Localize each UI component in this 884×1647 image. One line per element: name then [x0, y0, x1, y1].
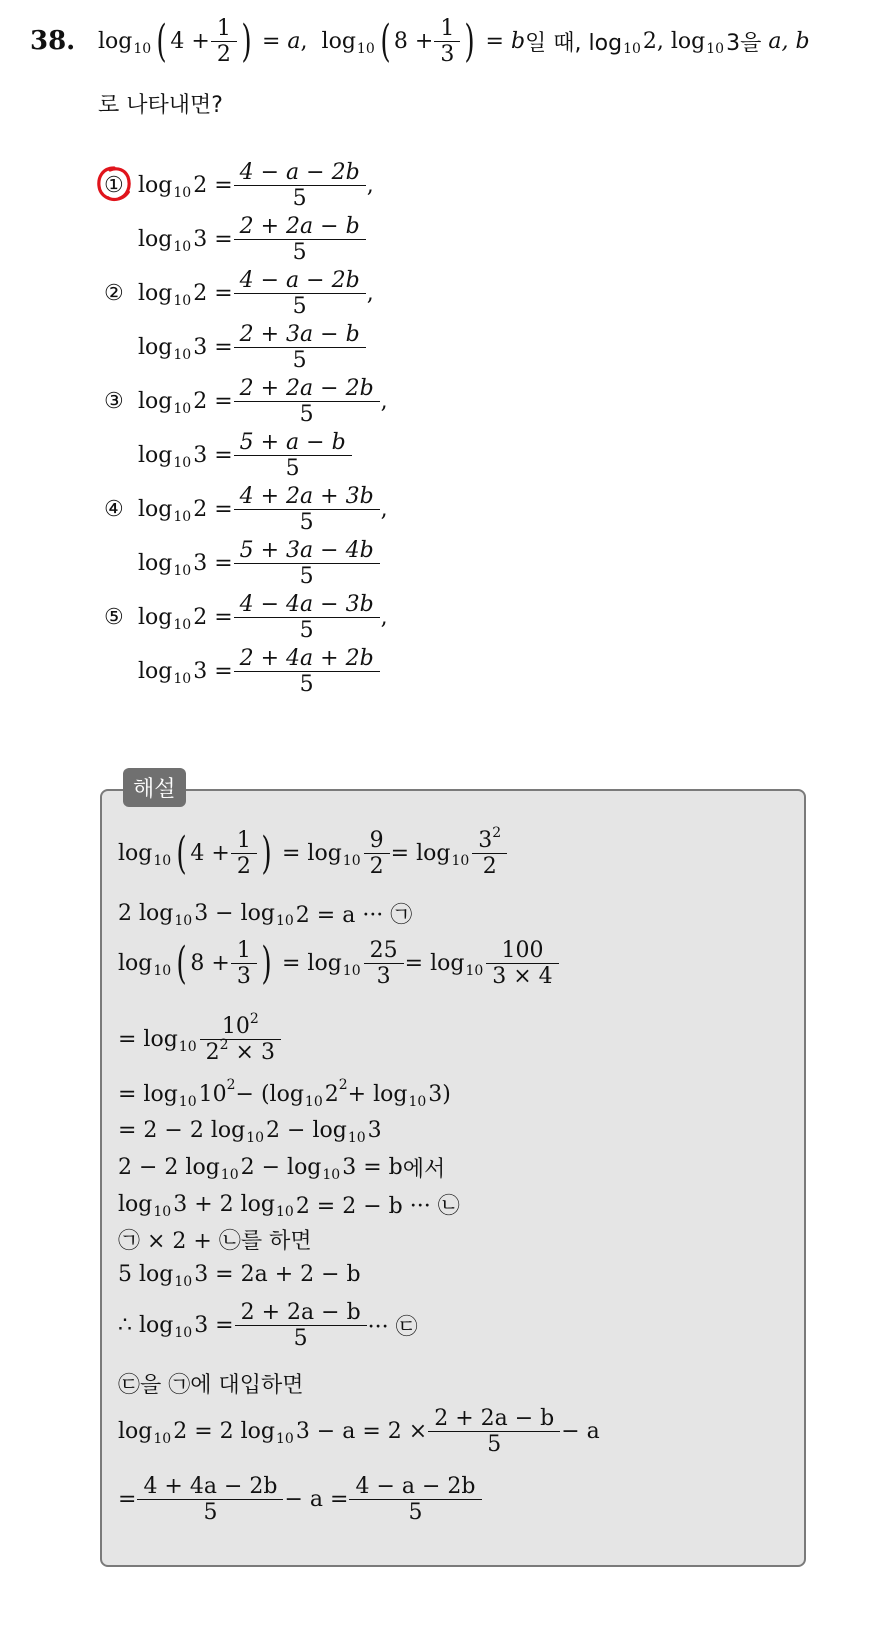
text: 를 하면 [240, 1229, 312, 1254]
equals-sign: = [214, 173, 233, 198]
choice-number: ① [104, 173, 124, 198]
fraction [237, 592, 377, 643]
log-arg: 2 [193, 497, 208, 522]
fraction [238, 1300, 364, 1351]
log-text: log [118, 841, 153, 866]
plus-sign: + [211, 951, 230, 976]
log-base: 10 [275, 912, 294, 929]
choice-number: ③ [104, 389, 124, 414]
solution-line-3 [118, 938, 560, 989]
solution-line-7 [118, 1152, 445, 1183]
log-base: 10 [174, 1273, 193, 1290]
solution-line-4 [118, 1011, 282, 1065]
paren-close: ) [261, 937, 272, 989]
solution-line-5 [118, 1076, 451, 1110]
inner-value: 4 [190, 841, 205, 866]
times-three: × 3 [228, 1040, 275, 1065]
equals-sign: = [281, 951, 301, 976]
solution-line-8 [118, 1189, 460, 1220]
log-arg: 2 [193, 605, 208, 630]
eq1-inner: 4 [170, 29, 185, 54]
choice-3-log3-row[interactable] [138, 430, 353, 481]
numerator: 5 + a − b [239, 430, 346, 455]
text: 2 = 2 log [173, 1419, 275, 1444]
stem-tail: 일 때, log [525, 31, 623, 56]
numerator: 4 + 4a − 2b [143, 1474, 278, 1499]
text: 5 log [118, 1262, 174, 1287]
solution-line-9 [118, 1224, 312, 1255]
denominator: 2 [472, 853, 507, 879]
numerator: 4 − a − 2b [239, 160, 360, 185]
eq1-result: a [287, 29, 301, 54]
fraction [237, 484, 377, 535]
numerator: 1 [236, 938, 251, 963]
log-base: 10 [220, 1166, 239, 1183]
paren-open: ( [380, 15, 391, 67]
paren-close: ) [241, 15, 252, 67]
log-base: 10 [356, 40, 375, 57]
log-text: log [138, 497, 173, 522]
numerator: 2 + 2a − 2b [239, 376, 374, 401]
paren-open: ( [156, 15, 167, 67]
log-base: 10 [173, 238, 192, 255]
inner-value: 8 [190, 951, 205, 976]
numerator: 2 + 3a − b [239, 322, 360, 347]
fraction [214, 16, 234, 67]
log-text: log [138, 227, 173, 252]
denominator: 2 [364, 853, 390, 879]
log-base: 10 [178, 1038, 197, 1055]
log-text: log [430, 951, 465, 976]
fraction [431, 1406, 557, 1457]
fraction [367, 938, 401, 989]
equals-sign: = [214, 497, 233, 522]
paren-open: ( [176, 827, 187, 879]
fraction [237, 646, 377, 697]
text: log [118, 1192, 153, 1217]
equals-sign: = [214, 659, 233, 684]
log-arg: 3 [193, 443, 208, 468]
solution-line-13 [118, 1406, 600, 1457]
choice-5-log3-row[interactable] [138, 646, 381, 697]
exponent: 2 [249, 1011, 259, 1027]
denominator: 5 [234, 455, 352, 481]
choice-3-log2-row[interactable]: ③ log 10 2 = $\frac{2 + 2a - 2b}{5}$ , [104, 376, 388, 427]
numerator [219, 1011, 262, 1039]
log-text: log [98, 29, 133, 54]
denominator: 5 [234, 509, 380, 535]
denominator: 2 [211, 41, 237, 67]
text: − a = [284, 1487, 349, 1512]
denominator: 5 [234, 563, 380, 589]
choice-number: ② [104, 281, 124, 306]
text: 3 = 2a + 2 − b [194, 1262, 361, 1287]
numerator: 1 [216, 16, 231, 41]
fraction [237, 160, 363, 211]
solution-line-14 [118, 1474, 483, 1525]
fraction [489, 938, 555, 989]
equals-sign: = [214, 605, 233, 630]
numerator [475, 825, 504, 853]
equals-sign: = [214, 551, 233, 576]
numerator: 4 − a − 2b [239, 268, 360, 293]
log-base: 10 [174, 1324, 193, 1341]
text: ㉠ × 2 + ㉡ [118, 1229, 241, 1254]
log-arg: 2 [193, 389, 208, 414]
text: 2 log [118, 901, 174, 926]
text: 10 [198, 1082, 227, 1107]
question-stem-line1: log 10 ( 4 + $\frac{1}{2}$ ) = a , log 10 ( 8 + $\frac{1}{3}$ ) = b 일 때, log 10 2, log 10 3을 a, b [98, 15, 810, 67]
log-arg: 3 [193, 335, 208, 360]
fraction [237, 376, 377, 427]
equals-sign: = [214, 281, 233, 306]
text: − (log [235, 1082, 304, 1107]
log-text: log [416, 841, 451, 866]
solution-line-11 [118, 1300, 418, 1351]
text: + log [347, 1082, 408, 1107]
fraction [234, 938, 254, 989]
denominator: 5 [234, 347, 366, 373]
log-base: 10 [178, 1093, 197, 1110]
denominator: 5 [234, 239, 366, 265]
text: = 2 − 2 log [118, 1118, 246, 1143]
base-three: 3 [478, 828, 493, 853]
log-text: log [138, 659, 173, 684]
fraction [203, 1011, 278, 1065]
plus-sign: + [211, 841, 230, 866]
equals-sign: = [485, 29, 504, 54]
log-base: 10 [173, 670, 192, 687]
text: 2 − log [240, 1155, 322, 1180]
log-text: log [138, 335, 173, 360]
denominator: 3 [231, 963, 257, 989]
equals-sign: = [281, 841, 301, 866]
fraction [475, 825, 504, 879]
text: 3 − log [194, 901, 275, 926]
stem-tail-2: 2, log [642, 29, 706, 54]
log-base: 10 [173, 508, 192, 525]
log-text: log [138, 173, 173, 198]
stem-tail-3: 3을 [726, 31, 762, 56]
fraction [140, 1474, 280, 1525]
paren-close: ) [261, 827, 272, 879]
denominator: 2 [231, 853, 257, 879]
text: − a [561, 1419, 600, 1444]
text: 2 − log [266, 1118, 347, 1143]
log-text: log [138, 281, 173, 306]
log-text: log [321, 29, 356, 54]
denominator: 5 [235, 1325, 367, 1351]
denominator: 5 [428, 1431, 560, 1457]
choice-1-log2-row[interactable]: ① log 10 2 = $\frac{4 - a - 2b}{5}$ , [104, 160, 374, 211]
numerator: 2 + 2a − b [240, 1300, 361, 1325]
log-text: log [138, 443, 173, 468]
paren-close: ) [464, 15, 476, 67]
numerator: 4 − a − 2b [355, 1474, 476, 1499]
fraction [237, 268, 363, 319]
log-base: 10 [133, 40, 152, 57]
log-base: 10 [465, 962, 484, 979]
equals-sign: = [261, 29, 281, 54]
log-text: log [138, 551, 173, 576]
solution-line-6 [118, 1118, 382, 1146]
equals-sign: = [214, 389, 233, 414]
log-base: 10 [347, 1129, 366, 1146]
text: 3) [428, 1082, 451, 1107]
log-text: log [138, 605, 173, 630]
exponent: 2 [338, 1076, 348, 1093]
base-two: 2 [205, 1040, 220, 1065]
eq2-inner: 8 [393, 29, 408, 54]
denominator: 5 [349, 1499, 481, 1525]
text: ∴ log [118, 1313, 174, 1338]
denominator: 5 [234, 617, 380, 643]
question-stem-line2: 로 나타내면? [98, 93, 223, 118]
choice-1-log3-row[interactable] [138, 214, 367, 265]
choice-2-log3-row[interactable] [138, 322, 367, 373]
text: 3 = b [342, 1155, 403, 1180]
log-base: 10 [173, 616, 192, 633]
log-base: 10 [173, 292, 192, 309]
log-text: log [307, 841, 342, 866]
numerator: 1 [440, 16, 455, 41]
choice-4-log3-row[interactable] [138, 538, 381, 589]
numerator: 2 + 4a + 2b [239, 646, 374, 671]
text: 3 − a = 2 × [295, 1419, 428, 1444]
equals-sign: = [390, 841, 410, 866]
choice-5-log2-row[interactable]: ⑤ log 10 2 = $\frac{4 - 4a - 3b}{5}$ , [104, 592, 388, 643]
log-arg: 3 [193, 659, 208, 684]
exponent: 2 [226, 1076, 236, 1093]
solution-line-12: ㉢을 ㉠에 대입하면 [118, 1373, 304, 1398]
denominator: 5 [137, 1499, 283, 1525]
exponent: 2 [219, 1037, 229, 1053]
text: 2 = a ··· ㉠ [295, 903, 413, 928]
stem-vars: a, b [768, 29, 810, 54]
log-base: 10 [451, 852, 470, 869]
solution-line-2 [118, 898, 412, 929]
log-base: 10 [153, 852, 172, 869]
plus-sign: + [414, 29, 434, 54]
denominator: 5 [234, 185, 366, 211]
numerator: 2 + 2a − b [434, 1406, 555, 1431]
solution-line-10 [118, 1262, 361, 1290]
text: 2 − 2 log [118, 1155, 220, 1180]
log-base: 10 [153, 962, 172, 979]
text: 3 + 2 log [173, 1192, 275, 1217]
paren-open: ( [176, 937, 187, 989]
exponent: 2 [492, 825, 502, 841]
log-base: 10 [173, 562, 192, 579]
log-base: 10 [275, 1430, 294, 1447]
fraction [237, 214, 363, 265]
log-base: 10 [153, 1430, 172, 1447]
log-base: 10 [246, 1129, 265, 1146]
fraction [237, 538, 377, 589]
choice-4-log2-row[interactable]: ④ log 10 2 = $\frac{4 + 2a + 3b}{5}$ , [104, 484, 388, 535]
text: log [118, 1419, 153, 1444]
log-base: 10 [153, 1203, 172, 1220]
text: = log [118, 1027, 178, 1052]
log-base: 10 [623, 40, 641, 57]
numerator: 2 + 2a − b [239, 214, 360, 239]
equals-sign: = [404, 951, 424, 976]
fraction [234, 828, 254, 879]
numerator: 9 [369, 828, 384, 853]
log-base: 10 [706, 40, 725, 57]
equals-sign: = [118, 1487, 137, 1512]
text: 2 [324, 1082, 339, 1107]
fraction [352, 1474, 478, 1525]
numerator: 100 [501, 938, 544, 963]
log-base: 10 [173, 184, 192, 201]
equals-sign: = [214, 335, 233, 360]
choice-2-log2-row[interactable]: ② log 10 2 = $\frac{4 - a - 2b}{5}$ , [104, 268, 374, 319]
denominator: 3 × 4 [486, 963, 558, 989]
log-arg: 3 [193, 551, 208, 576]
text: 3 [367, 1118, 382, 1143]
log-base: 10 [174, 912, 193, 929]
log-base: 10 [304, 1093, 323, 1110]
fraction [237, 430, 349, 481]
numerator: 25 [369, 938, 398, 963]
log-base: 10 [408, 1093, 427, 1110]
log-base: 10 [342, 962, 361, 979]
numerator: 1 [236, 828, 251, 853]
equals-sign: = [214, 443, 233, 468]
fraction [437, 16, 457, 67]
numerator: 4 − 4a − 3b [239, 592, 374, 617]
log-base: 10 [173, 454, 192, 471]
choice-number: ④ [104, 497, 124, 522]
fraction [237, 322, 363, 373]
solution-tag: 해설 [123, 768, 186, 807]
log-arg: 2 [193, 281, 208, 306]
question-number: 38. [30, 26, 76, 56]
log-text: log [138, 389, 173, 414]
log-base: 10 [173, 346, 192, 363]
denominator: 5 [234, 671, 380, 697]
text: = log [118, 1082, 178, 1107]
denominator: 5 [234, 293, 366, 319]
log-text: log [118, 951, 153, 976]
log-arg: 2 [193, 173, 208, 198]
text: ··· ㉢ [367, 1315, 418, 1340]
text: 에서 [402, 1157, 446, 1182]
denominator: 5 [234, 401, 380, 427]
log-base: 10 [173, 400, 192, 417]
denominator: 3 [364, 963, 404, 989]
log-base: 10 [322, 1166, 341, 1183]
base-ten: 10 [221, 1014, 250, 1039]
eq2-result: b [510, 29, 526, 54]
numerator: 5 + 3a − 4b [239, 538, 374, 563]
text: 2 = 2 − b ··· ㉡ [295, 1194, 460, 1219]
log-base: 10 [275, 1203, 294, 1220]
numerator: 4 + 2a + 3b [239, 484, 374, 509]
log-arg: 3 [193, 227, 208, 252]
choice-number: ⑤ [104, 605, 124, 630]
plus-sign: + [191, 29, 210, 54]
text: 3 = [194, 1313, 234, 1338]
denominator [200, 1039, 281, 1065]
denominator: 3 [434, 41, 460, 67]
fraction [367, 828, 387, 879]
solution-line-1 [118, 825, 508, 879]
log-text: log [307, 951, 342, 976]
log-base: 10 [342, 852, 361, 869]
equals-sign: = [214, 227, 233, 252]
